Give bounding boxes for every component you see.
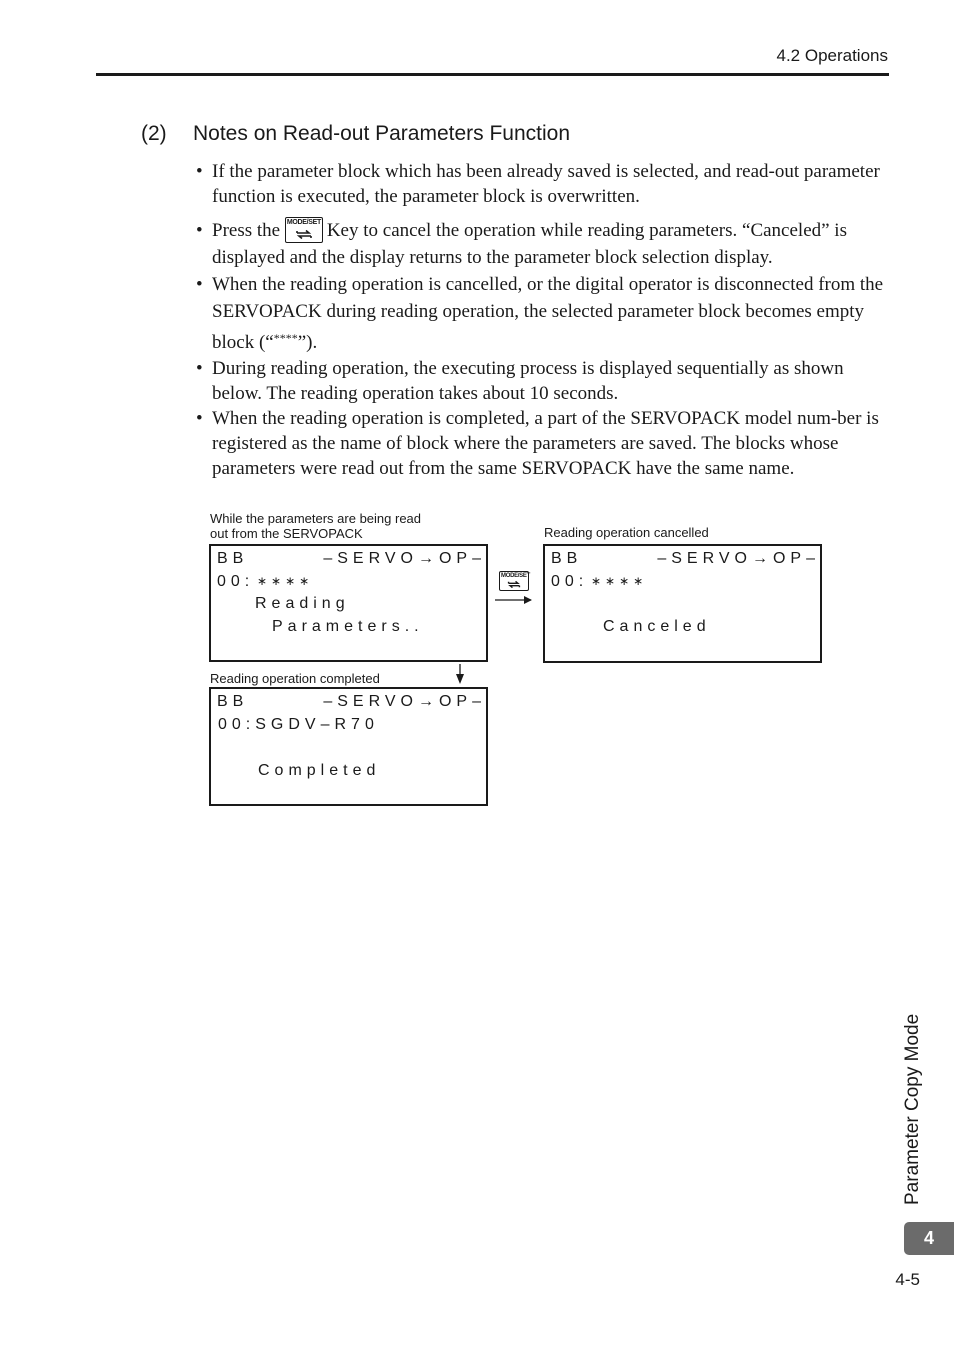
- note-text: Key to cancel the operation while reading parameters. “Canceled” is displayed and the display returns to the parameter block selection display.: [212, 220, 847, 268]
- note-text: When the reading operation is cancelled, or the digital operator is disconnected from the SERVOPACK during reading operation, the selected parameter block becomes empty block (“: [212, 274, 884, 353]
- note-text: Press the: [212, 220, 281, 241]
- cancelled-caption: Reading operation cancelled: [544, 525, 709, 540]
- mode-label: –SERVO→OP–: [323, 550, 486, 567]
- cancelled-message: Canceled: [603, 618, 711, 635]
- bullet-dot: •: [196, 408, 203, 429]
- block-name: ∗∗∗∗: [257, 574, 314, 588]
- status-label: BB: [551, 550, 583, 567]
- note-item: [196, 356, 888, 406]
- completed-message: Completed: [258, 762, 381, 779]
- note-item: [196, 217, 888, 271]
- note-text: If the parameter block which has been already saved is selected, and read-out parameter function is executed, the parameter block is overwritten.: [212, 161, 880, 207]
- header-rule: [96, 73, 889, 76]
- block-name: ∗∗∗∗: [591, 574, 648, 588]
- reading-display-panel: [209, 544, 488, 662]
- reading-message-2: Parameters..: [272, 618, 424, 635]
- completed-display-panel: [209, 687, 488, 806]
- block-number: 00:: [217, 573, 255, 590]
- reading-message: Reading: [255, 595, 350, 612]
- section-heading: [141, 122, 570, 146]
- notes-list: [196, 159, 888, 481]
- status-label: BB: [217, 550, 249, 567]
- mode-label: –SERVO→OP–: [657, 550, 820, 567]
- status-label: BB: [217, 693, 249, 710]
- mode-set-key-icon: MODE/SET: [499, 571, 529, 591]
- block-name: 00:SGDV–R70: [218, 716, 379, 733]
- note-item: [196, 159, 888, 209]
- running-header: 4.2 Operations: [776, 46, 888, 65]
- bullet-dot: •: [196, 274, 203, 295]
- section-number: (2): [141, 122, 167, 145]
- note-item: [196, 406, 888, 481]
- note-item: [196, 271, 888, 356]
- cancelled-display-panel: [543, 544, 822, 663]
- down-arrow-icon: [454, 664, 466, 686]
- chapter-tab: 4: [904, 1222, 954, 1255]
- bullet-dot: •: [196, 161, 203, 182]
- mode-label: –SERVO→OP–: [323, 693, 486, 710]
- bullet-dot: •: [196, 358, 203, 379]
- bullet-dot: •: [196, 220, 203, 241]
- note-text: During reading operation, the executing process is displayed sequentially as shown below. The reading operation takes about 10 seconds.: [212, 358, 844, 404]
- right-arrow-icon: [494, 594, 536, 606]
- section-title: Notes on Read-out Parameters Function: [193, 122, 571, 145]
- reading-caption: While the parameters are being read out from the SERVOPACK: [210, 511, 422, 541]
- page-number: 4-5: [895, 1270, 920, 1289]
- empty-block-stars: ****: [273, 331, 298, 345]
- note-text: ”).: [297, 332, 318, 353]
- block-number: 00:: [551, 573, 589, 590]
- mode-set-key-icon: MODE/SET: [285, 217, 323, 243]
- note-text: When the reading operation is completed, a part of the SERVOPACK model num-ber is registered as the name of block where the parameters are saved. The blocks whose parameters were read out from the same SERVOPACK have the same name.: [212, 408, 879, 479]
- completed-caption: Reading operation completed: [210, 671, 380, 686]
- chapter-side-title: Parameter Copy Mode: [902, 1013, 923, 1205]
